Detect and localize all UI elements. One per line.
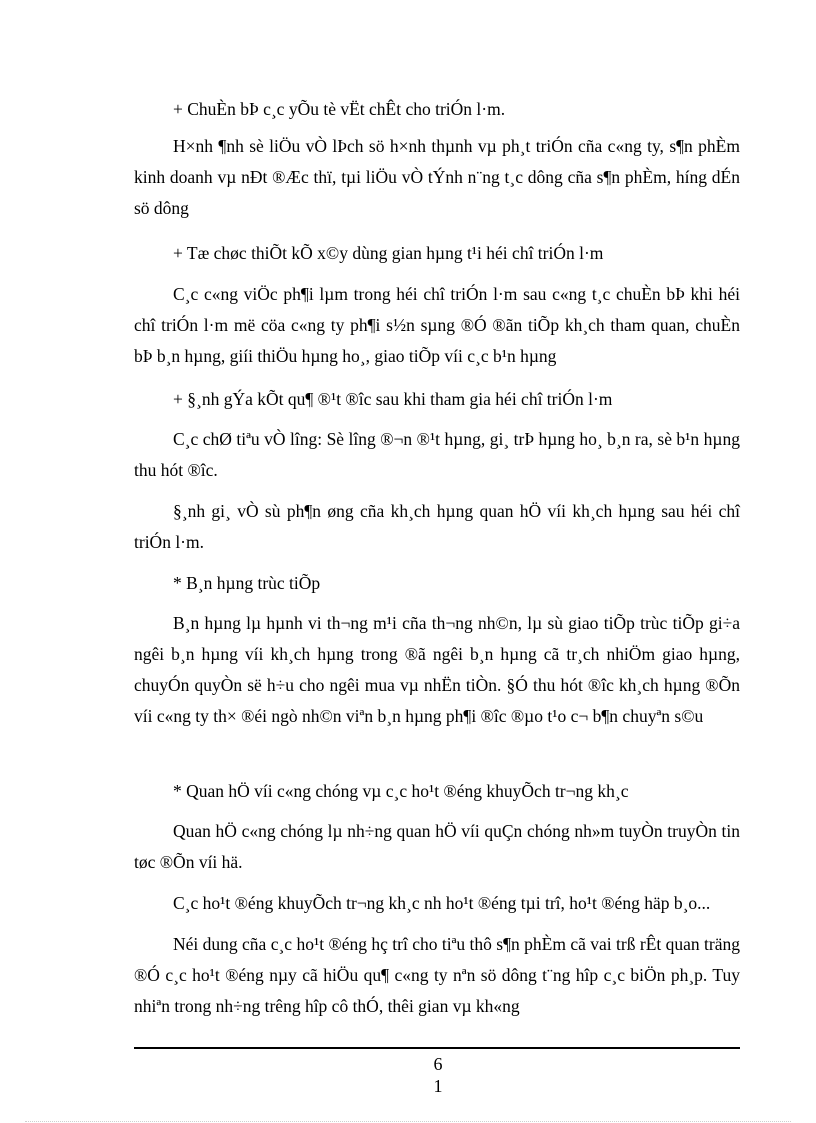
paragraph-10: * Quan hÖ víi c«ng chóng vµ c¸c ho¹t ®éng khuyÕch tr¬ng kh¸c bbox=[173, 781, 629, 801]
paragraph-7: §¸nh gi¸ vÒ sù ph¶n øng cña kh¸ch hµng quan hÖ víi kh¸ch hµng sau héi chî triÓn l·m. bbox=[134, 501, 740, 552]
paragraph-4: C¸c c«ng viÖc ph¶i lµm trong héi chî triÓn l·m sau c«ng t¸c chuÈn bÞ khi héi chî triÓn l·m më cöa c«ng ty ph¶i s½n sµng ®Ó ®ãn tiÕp kh¸ch tham quan, chuÈn bÞ b¸n hµng, giíi thiÖu hµng ho¸, giao tiÕp víi c¸c b¹n hµng bbox=[134, 284, 740, 366]
page-sub-number: 1 bbox=[433, 1076, 443, 1096]
paragraph-12: C¸c ho¹t ®éng khuyÕch tr¬ng kh¸c nh ho¹t ®éng tµi trî, ho¹t ®éng häp b¸o... bbox=[173, 893, 711, 913]
footer-rule bbox=[134, 1047, 740, 1049]
page-number: 6 bbox=[433, 1054, 443, 1074]
paragraph-8: * B¸n hµng trùc tiÕp bbox=[173, 573, 321, 593]
paragraph-1: + ChuÈn bÞ c¸c yÕu tè vËt chÊt cho triÓn l·m. bbox=[173, 99, 506, 119]
paragraph-11: Quan hÖ c«ng chóng lµ nh÷ng quan hÖ víi quÇn chóng nh»m tuyÒn truyÒn tin tøc ®Õn víi hä. bbox=[134, 821, 740, 872]
paragraph-9: B¸n hµng lµ hµnh vi th¬ng m¹i cña th¬ng nh©n, lµ sù giao tiÕp trùc tiÕp gi÷a ngêi b¸n hµng víi kh¸ch hµng trong ®ã ngêi b¸n hµng cã tr¸ch nhiÖm giao hµng, chuyÓn quyÒn së h÷u cho ngêi mua vµ nhËn tiÒn. §Ó thu hót ®îc kh¸ch hµng ®Õn víi c«ng ty th× ®éi ngò nh©n viªn b¸n hµng ph¶i ®îc ®µo t¹o c¬ b¶n chuyªn s©u bbox=[134, 613, 740, 726]
paragraph-5: + §¸nh gÝa kÕt qu¶ ®¹t ®îc sau khi tham gia héi chî triÓn l·m bbox=[173, 389, 613, 409]
paragraph-6: C¸c chØ tiªu vÒ lîng: Sè lîng ®¬n ®¹t hµng, gi¸ trÞ hµng ho¸ b¸n ra, sè b¹n hµng thu hót ®îc. bbox=[134, 429, 740, 480]
paragraph-3: + Tæ chøc thiÕt kÕ x©y dùng gian hµng t¹i héi chî triÓn l·m bbox=[173, 243, 604, 263]
page-edge-divider bbox=[25, 1121, 791, 1122]
paragraph-13: Néi dung cña c¸c ho¹t ®éng hç trî cho tiªu thô s¶n phÈm cã vai trß rÊt quan träng ®Ó c¸c ho¹t ®éng nµy cã hiÖu qu¶ c«ng ty nªn sö dông t¨ng hîp c¸c biÖn ph¸p. Tuy nhiªn trong nh÷ng trêng hîp cô thÓ, thêi gian vµ kh«ng bbox=[134, 934, 740, 1016]
paragraph-2: H×nh ¶nh sè liÖu vÒ lÞch sö h×nh thµnh vµ ph¸t triÓn cña c«ng ty, s¶n phÈm kinh doanh vµ nÐt ®Æc thï, tµi liÖu vÒ tÝnh n¨ng t¸c dông cña s¶n phÈm, híng dÉn sö dông bbox=[134, 136, 740, 218]
